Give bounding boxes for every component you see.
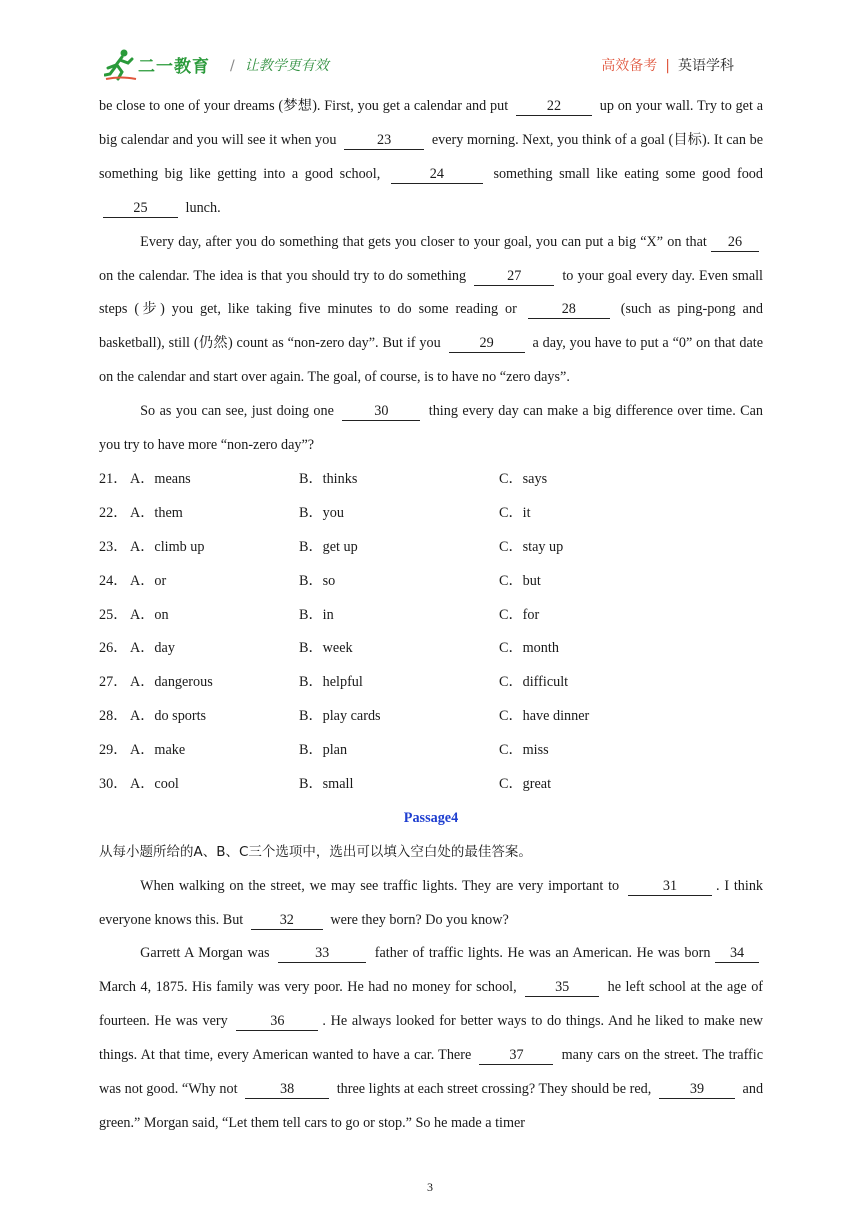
question-row xyxy=(99,463,763,497)
blank-37: 37 xyxy=(479,1047,553,1065)
text-span: many cars on the street. The traffic was not good. “Why not xyxy=(99,1047,764,1098)
option-a: A．make xyxy=(130,742,186,759)
blank-28: 28 xyxy=(528,301,610,319)
option-c: C．difficult xyxy=(499,674,569,691)
option-c: C．but xyxy=(499,572,541,589)
header-separator: | xyxy=(665,58,670,74)
blank-32: 32 xyxy=(251,912,323,930)
option-a: A．dangerous xyxy=(130,674,213,691)
text-span: Garrett A Morgan was xyxy=(140,945,270,962)
text-span: lunch. xyxy=(185,199,221,216)
option-b: B．in xyxy=(299,606,334,623)
question-number: 22． xyxy=(99,504,128,521)
text-span: . I think everyone knows this. But xyxy=(99,877,764,928)
option-a: A．cool xyxy=(130,775,179,792)
question-row xyxy=(99,768,763,802)
slogan-text: 让教学更有效 xyxy=(244,58,329,74)
option-c: C．stay up xyxy=(499,538,564,555)
text-span: So as you can see, just doing one xyxy=(140,403,334,420)
option-b: B．week xyxy=(299,640,353,657)
passage4-paragraph-1 xyxy=(99,870,763,938)
option-b: B．helpful xyxy=(299,674,363,691)
option-c: C．great xyxy=(499,775,552,792)
blank-26: 26 xyxy=(711,234,759,252)
blank-27: 27 xyxy=(474,268,554,286)
text-span: up on your wall. Try to get a big calendar and you will see it when you xyxy=(99,98,764,148)
text-span: on the calendar. The idea is that you should try to do something xyxy=(99,267,467,284)
header-slogan xyxy=(230,55,329,75)
option-b: B．get up xyxy=(299,538,358,555)
option-c: C．have dinner xyxy=(499,708,590,725)
text-span: (such as ping-pong and basketball), still (仍然) count as “non-zero day”. But if you xyxy=(99,301,764,352)
text-span: father of traffic lights. He was an American. He was born xyxy=(374,945,711,962)
question-number: 21． xyxy=(99,470,128,487)
blank-23: 23 xyxy=(344,132,424,150)
question-number: 29． xyxy=(99,742,128,759)
question-number: 28． xyxy=(99,708,128,725)
option-a: A．day xyxy=(130,640,175,657)
blank-35: 35 xyxy=(525,979,599,997)
question-row xyxy=(99,632,763,666)
text-span: to your goal every day. Even small steps (步) you get, like taking five minutes to do some reading or xyxy=(99,267,764,318)
question-row xyxy=(99,700,763,734)
page-number: 3 xyxy=(427,1180,433,1194)
question-number: 23． xyxy=(99,538,128,555)
blank-33: 33 xyxy=(278,945,366,963)
question-list xyxy=(99,463,763,802)
question-number: 26． xyxy=(99,640,128,657)
option-a: A．means xyxy=(130,470,191,487)
text-span: every morning. Next, you think of a goal (目标). It can be something big like getting into a good school, xyxy=(99,131,764,182)
text-span: three lights at each street crossing? They should be red, xyxy=(336,1081,652,1098)
text-span: March 4, 1875. His family was very poor. He had no money for school, xyxy=(99,979,517,996)
option-a: A．on xyxy=(130,606,169,623)
question-row xyxy=(99,599,763,633)
option-a: A．or xyxy=(130,572,167,589)
option-a: A．climb up xyxy=(130,538,205,555)
option-a: A．do sports xyxy=(130,708,207,725)
option-b: B．so xyxy=(299,572,336,589)
text-span: be close to one of your dreams (梦想). First, you get a calendar and put xyxy=(99,98,509,114)
text-span: and green.” Morgan said, “Let them tell cars to go or stop.” So he made a timer xyxy=(99,1081,764,1131)
option-b: B．thinks xyxy=(299,470,358,487)
blank-38: 38 xyxy=(245,1081,329,1099)
text-span: thing every day can make a big difference over time. Can you try to have more “non-zero day”? xyxy=(99,403,764,454)
question-row xyxy=(99,666,763,700)
blank-22: 22 xyxy=(516,98,592,116)
option-c: C．for xyxy=(499,606,540,623)
blank-29: 29 xyxy=(449,335,525,353)
runner-logo-icon xyxy=(104,48,138,82)
text-span: a day, you have to put a “0” on that date on the calendar and start over again. The goal, of course, is to have no “zero days”. xyxy=(99,335,764,386)
page-header xyxy=(0,0,860,90)
blank-34: 34 xyxy=(715,945,759,963)
header-exam-label: 高效备考 xyxy=(601,58,658,74)
option-c: C．miss xyxy=(499,742,549,759)
blank-39: 39 xyxy=(659,1081,735,1099)
question-row xyxy=(99,531,763,565)
option-b: B．plan xyxy=(299,742,348,759)
blank-36: 36 xyxy=(236,1013,318,1031)
blank-30: 30 xyxy=(342,403,420,421)
option-c: C．month xyxy=(499,640,559,657)
passage3-paragraph-1 xyxy=(99,90,763,226)
passage4-paragraph-2 xyxy=(99,937,763,1140)
question-row xyxy=(99,497,763,531)
logo-text: 二一教育 xyxy=(138,57,210,77)
text-span: When walking on the street, we may see traffic lights. They are very important to xyxy=(140,877,620,894)
option-b: B．you xyxy=(299,504,344,521)
option-b: B．small xyxy=(299,775,354,792)
passage3-paragraph-2 xyxy=(99,226,763,396)
option-c: C．it xyxy=(499,504,531,521)
blank-24: 24 xyxy=(391,166,483,184)
logo xyxy=(104,48,224,82)
passage3-paragraph-3 xyxy=(99,395,763,463)
blank-31: 31 xyxy=(628,878,712,896)
question-row xyxy=(99,734,763,768)
passage4-title: Passage4 xyxy=(403,809,459,826)
question-number: 24． xyxy=(99,572,128,589)
header-subject-label: 英语学科 xyxy=(678,58,734,74)
question-row xyxy=(99,565,763,599)
text-span: . He always looked for better ways to do things. And he liked to make new things. At that time, every American wanted to have a car. There xyxy=(99,1013,763,1064)
header-subject xyxy=(601,55,734,75)
slogan-slash: / xyxy=(230,58,235,74)
question-number: 30． xyxy=(99,775,128,792)
question-number: 25． xyxy=(99,606,128,623)
blank-25: 25 xyxy=(103,200,178,218)
passage4-instruction: 从每小题所给的A、B、C三个选项中，选出可以填入空白处的最佳答案。 xyxy=(99,843,532,860)
page-content xyxy=(99,90,763,1141)
option-a: A．them xyxy=(130,504,183,521)
option-b: B．play cards xyxy=(299,708,381,725)
question-number: 27． xyxy=(99,674,128,691)
text-span: Every day, after you do something that gets you closer to your goal, you can put a big “X” on that xyxy=(140,233,707,250)
option-c: C．says xyxy=(499,470,548,487)
text-span: something small like eating some good food xyxy=(493,165,763,182)
text-span: were they born? Do you know? xyxy=(330,911,509,928)
text-span: he left school at the age of fourteen. He was very xyxy=(99,979,764,1030)
